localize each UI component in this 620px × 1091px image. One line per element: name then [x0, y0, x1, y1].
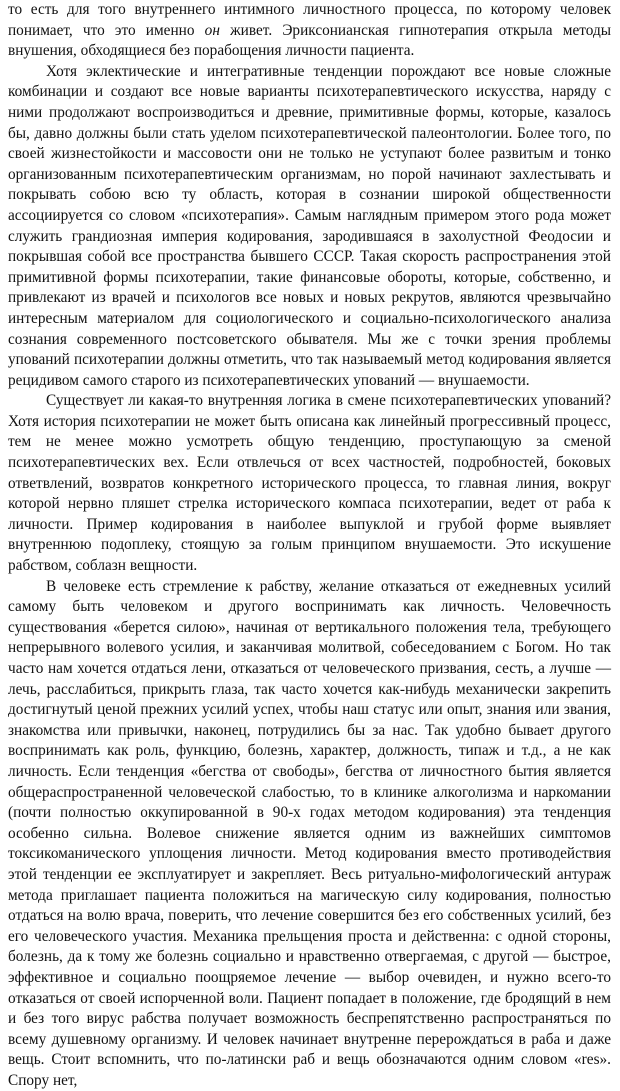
paragraph-2-text: Хотя эклектические и интегративные тенденции порождают все новые сложные комбинации и создают все новые варианты психотерапевтического искусства, наряду с ними продолжают воспроизводиться и древние, примитивные формы, которые, казалось бы, давно должны были стать уделом психотерапевтической палеонтологии. Более того, по своей жизнестойкости и массовости они не только не уступают более развитым и тонко организованным психотерапевтическим организмам, но порой начинают захлестывать и покрывать собою всю ту область, которая в сознании широкой общественности ассоциируется со словом «психотерапия». Самым наглядным примером этого рода может служить грандиозная империя кодирования, зародившаяся в захолустной Феодосии и покрывшая собой все пространства бывшего СССР. Такая скорость распространения этой примитивной формы психотерапии, такие финансовые обороты, которые, собственно, и привлекают из врачей и психологов все новых и новых рекрутов, являются чрезвычайно интересным материалом для социологического и социально-психологического анализа сознания современного постсоветского обывателя. Мы же с точки зрения проблемы упований психотерапии должны отметить, что так называемый метод кодирования является рецидивом самого старого из психотерапевтических упований — внушаемости. [8, 62, 611, 389]
paragraph-1 [8, 0, 611, 62]
paragraph-4-text: В человеке есть стремление к рабству, желание отказаться от ежедневных усилий самому быть человеком и другого воспринимать как личность. Человечность существования «берется силою», начиная от вертикального положения тела, требующего непрерывного волевого усилия, и заканчивая молитвой, собеседованием с Богом. Но так часто нам хочется отдаться лени, отказаться от человеческого призвания, сесть, а лучше — лечь, расслабиться, прикрыть глаза, так часто хочется как-нибудь механически закрепить достигнутый ценой прежних усилий успех, чтобы наш статус или опыт, знания или звания, знакомства или привычки, наконец, потрудились бы за нас. Так удобно бывает другого воспринимать как роль, функцию, болезнь, характер, должность, типаж и т.д., а не как личность. Если тенденция «бегства от свободы», бегства от личностного бытия является общераспространенной человеческой слабостью, то в клинике алкоголизма и наркомании (почти полностью оккупированной в 90-х годах методом кодирования) эта тенденция особенно сильна. Волевое снижение является одним из важнейших симптомов токсикоманического уплощения личности. Метод кодирования вместо противодействия этой тенденции ее эксплуатирует и закрепляет. Весь ритуально-мифологический антураж метода приглашает пациента положиться на магическую силу кодирования, полностью отдаться на волю врача, поверить, что лечение совершится без его собственных усилий, без его человеческого участия. Механика прельщения проста и действенна: с одной стороны, болезнь, да к тому же болезнь социально и нравственно отвергаемая, с другой — быстрое, эффективное и социально поощряемое лечение — выбор очевиден, и нужно всего-то отказаться от своей испорченной воли. Пациент попадает в положение, где бродящий в нем и без того вирус рабства получает возможность беспрепятственно распространяться по всему душевному организму. И человек начинает внутренне перерождаться в раба и даже вещь. Стоит вспомнить, что по-латински раб и вещь обозначаются одним словом «res». Спору нет, [8, 577, 611, 1089]
paragraph-1-text-a: то есть для того внутреннего интимного личностного процесса, по которому человек понимает, что это именно [8, 1, 611, 39]
paragraph-3-text: Существует ли какая-то внутренняя логика в смене психотерапевтических упований? Хотя история психотерапии не может быть описана как линейный прогрессивный процесс, тем не менее можно усмотреть общую тенденцию, проступающую за сменой психотерапевтических вех. Если отвлечься от всех частностей, подробностей, боковых ответвлений, возвратов конкретного исторического процесса, то главная линия, вокруг которой нервно пляшет стрелка исторического компаса психотерапии, ведет от раба к личности. Пример кодирования в наиболее выпуклой и грубой форме выявляет внутреннюю подоплеку, стоящую за голым принципом внушаемости. Это искушение рабством, соблазн вещности. [8, 392, 611, 575]
paragraph-2 [8, 62, 611, 392]
paragraph-1-text-b: живет. Эриксонианская гипнотерапия открыла методы внушения, обходящиеся без порабощения личности пациента. [8, 21, 612, 60]
paragraph-3 [8, 391, 611, 576]
paragraph-4 [8, 577, 611, 1091]
paragraph-1-emphasis: он [204, 21, 220, 39]
